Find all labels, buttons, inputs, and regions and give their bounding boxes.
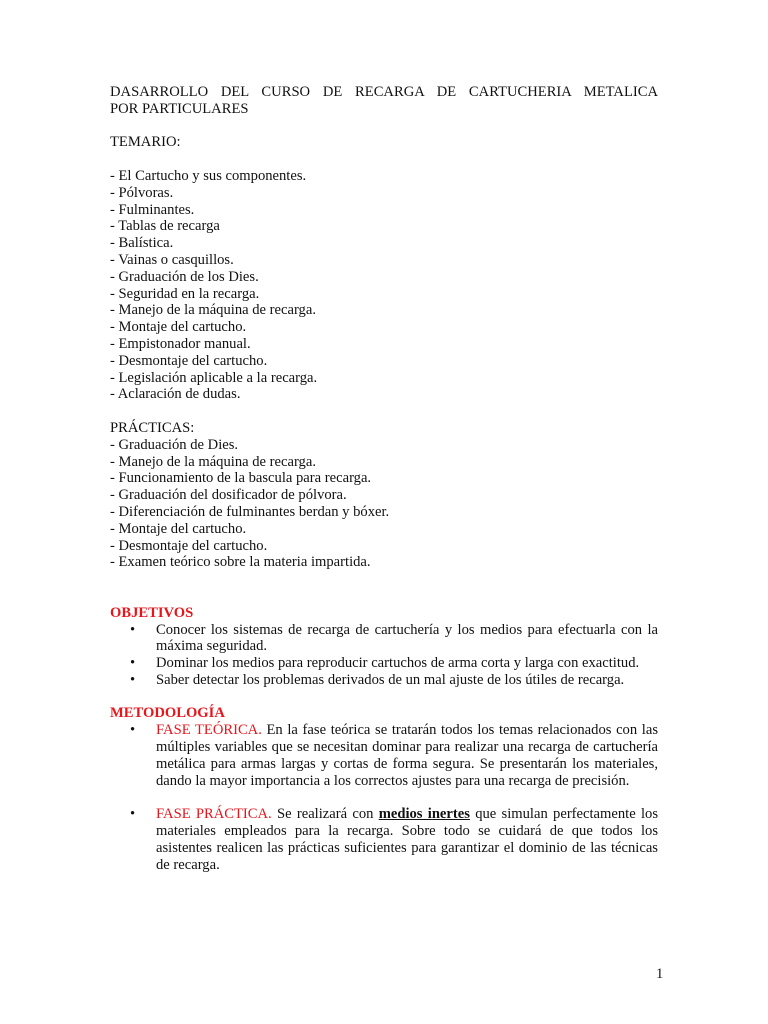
metodologia-heading: METODOLOGÍA xyxy=(110,705,225,722)
list-item: - Montaje del cartucho. xyxy=(110,319,247,336)
list-item: - Manejo de la máquina de recarga. xyxy=(110,453,316,470)
list-item: - Legislación aplicable a la recarga. xyxy=(110,369,318,386)
objetivos-heading: OBJETIVOS xyxy=(110,604,194,621)
practicas-heading: PRÁCTICAS: xyxy=(110,419,195,436)
list-item: - Balística. xyxy=(110,235,174,252)
list-item: - Empistonador manual. xyxy=(110,335,251,352)
bullet-icon: • xyxy=(130,671,136,688)
list-item: - Graduación del dosificador de pólvora. xyxy=(110,487,347,504)
objetivo-text: Saber detectar los problemas derivados de un mal ajuste de los útiles de recarga. xyxy=(156,671,625,688)
fase-practica-text-a: Se realizará con xyxy=(271,806,379,823)
list-item xyxy=(110,622,658,656)
list-item: - Tablas de recarga xyxy=(110,218,220,235)
list-item: - Graduación de los Dies. xyxy=(110,268,259,285)
bullet-icon: • xyxy=(130,621,136,638)
list-item xyxy=(110,655,658,672)
fase-practica-text-b: que simulan perfectamente los materiales empleados para la recarga. Sobre todo se cuidará de que todos los asistentes realicen las prácticas suficientes para garantizar el dominio de las técnicas de recarga. xyxy=(156,806,658,873)
list-item: - El Cartucho y sus componentes. xyxy=(110,167,307,184)
list-item: - Vainas o casquillos. xyxy=(110,251,234,268)
document-title xyxy=(110,84,658,118)
list-item: - Examen teórico sobre la materia impartida. xyxy=(110,554,371,571)
fase-teorica-label: FASE TEÓRICA. xyxy=(156,722,262,739)
list-item: - Montaje del cartucho. xyxy=(110,520,247,537)
list-item: - Desmontaje del cartucho. xyxy=(110,537,268,554)
list-item: - Graduación de Dies. xyxy=(110,436,239,453)
list-item: - Funcionamiento de la bascula para recarga. xyxy=(110,470,372,487)
list-spacer xyxy=(110,789,658,806)
list-item: - Diferenciación de fulminantes berdan y bóxer. xyxy=(110,503,390,520)
list-item: - Desmontaje del cartucho. xyxy=(110,352,268,369)
bullet-icon: • xyxy=(130,722,136,739)
objetivos-list xyxy=(110,622,658,689)
title-line-2: POR PARTICULARES xyxy=(110,100,249,117)
list-item: - Fulminantes. xyxy=(110,201,195,218)
list-item xyxy=(110,806,658,873)
list-item: - Aclaración de dudas. xyxy=(110,386,241,403)
practicas-list xyxy=(110,437,658,571)
temario-list xyxy=(110,168,658,403)
bullet-icon: • xyxy=(130,655,136,672)
title-line-1: DASARROLLO DEL CURSO DE RECARGA DE CARTUCHERIA METALICA xyxy=(110,84,658,100)
fase-practica-label: FASE PRÁCTICA. xyxy=(156,806,272,823)
bullet-icon: • xyxy=(130,806,136,823)
objetivo-text: Dominar los medios para reproducir cartuchos de arma corta y larga con exactitud. xyxy=(156,655,640,672)
page-number: 1 xyxy=(656,966,664,982)
objetivo-text: Conocer los sistemas de recarga de cartuchería y los medios para efectuarla con la máxima seguridad. xyxy=(156,621,658,655)
list-item: - Manejo de la máquina de recarga. xyxy=(110,302,316,319)
list-item xyxy=(110,722,658,789)
list-item xyxy=(110,672,658,689)
medios-inertes-emphasis: medios inertes xyxy=(378,806,470,823)
temario-heading: TEMARIO: xyxy=(110,134,181,151)
list-item: - Seguridad en la recarga. xyxy=(110,285,260,302)
list-item: - Pólvoras. xyxy=(110,184,174,201)
fase-teorica-text: En la fase teórica se tratarán todos los temas relacionados con las múltiples variables que se necesitan dominar para realizar una recarga de cartuchería metálica para armas largas y cortas de forma segura. Se presentarán los materiales, dando la mayor importancia a los correctos ajustes para una recarga de precisión. xyxy=(156,722,659,789)
metodologia-list xyxy=(110,722,658,873)
